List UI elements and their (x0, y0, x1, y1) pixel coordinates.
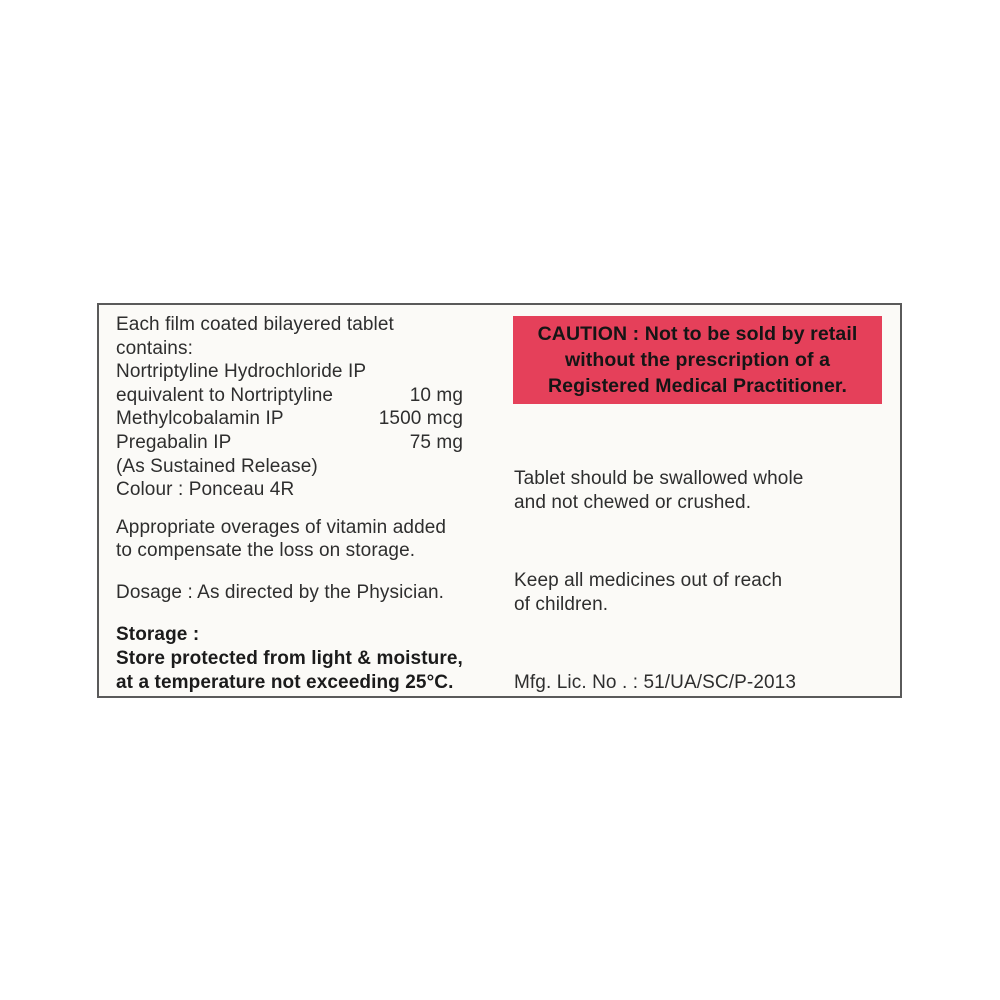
ingredient-name: Pregabalin IP (116, 431, 232, 453)
overages-line-1: Appropriate overages of vitamin added (116, 516, 447, 538)
caution-line-1: CAUTION : Not to be sold by retail (537, 323, 858, 345)
overages-line-2: to compensate the loss on storage. (116, 540, 416, 562)
ingredient-row (116, 384, 463, 408)
keep-line-2: of children. (514, 593, 609, 615)
swallow-line-2: and not chewed or crushed. (514, 491, 752, 513)
dosage-note: Dosage : As directed by the Physician. (116, 581, 445, 603)
storage-line-1: Store protected from light & moisture, (116, 647, 463, 669)
ingredient-row (116, 431, 463, 455)
caution-line-3: Registered Medical Practitioner. (547, 375, 848, 397)
medicine-label (97, 303, 902, 698)
storage-heading: Storage : (116, 623, 200, 645)
ingredient-amount: 10 mg (409, 384, 463, 406)
ingredient-row (116, 360, 463, 384)
swallow-note (514, 467, 886, 514)
ingredient-name: Methylcobalamin IP (116, 408, 284, 430)
caution-line-2: without the prescription of a (564, 349, 831, 371)
ingredient-amount: 75 mg (409, 431, 463, 453)
ingredient-name: equivalent to Nortriptyline (116, 384, 334, 406)
ingredient-amount: 1500 mcg (378, 408, 463, 430)
caution-banner (513, 316, 882, 404)
composition-column (116, 313, 463, 695)
keep-line-1: Keep all medicines out of reach (514, 570, 783, 591)
ingredient-name: Nortriptyline Hydrochloride IP (116, 361, 367, 383)
composition-intro-line-1: Each film coated bilayered tablet (116, 314, 394, 335)
keep-away-note (514, 569, 886, 616)
overages-note (116, 516, 463, 563)
swallow-line-1: Tablet should be swallowed whole (514, 468, 804, 489)
mfg-licence-number: Mfg. Lic. No . : 51/UA/SC/P-2013 (514, 672, 796, 693)
colour-note: Colour : Ponceau 4R (116, 479, 295, 501)
storage-line-2: at a temperature not exceeding 25°C. (116, 671, 454, 693)
ingredient-row (116, 407, 463, 431)
composition-intro-line-2: contains: (116, 337, 193, 359)
sustained-release-note: (As Sustained Release) (116, 455, 318, 477)
storage-section (116, 623, 463, 695)
